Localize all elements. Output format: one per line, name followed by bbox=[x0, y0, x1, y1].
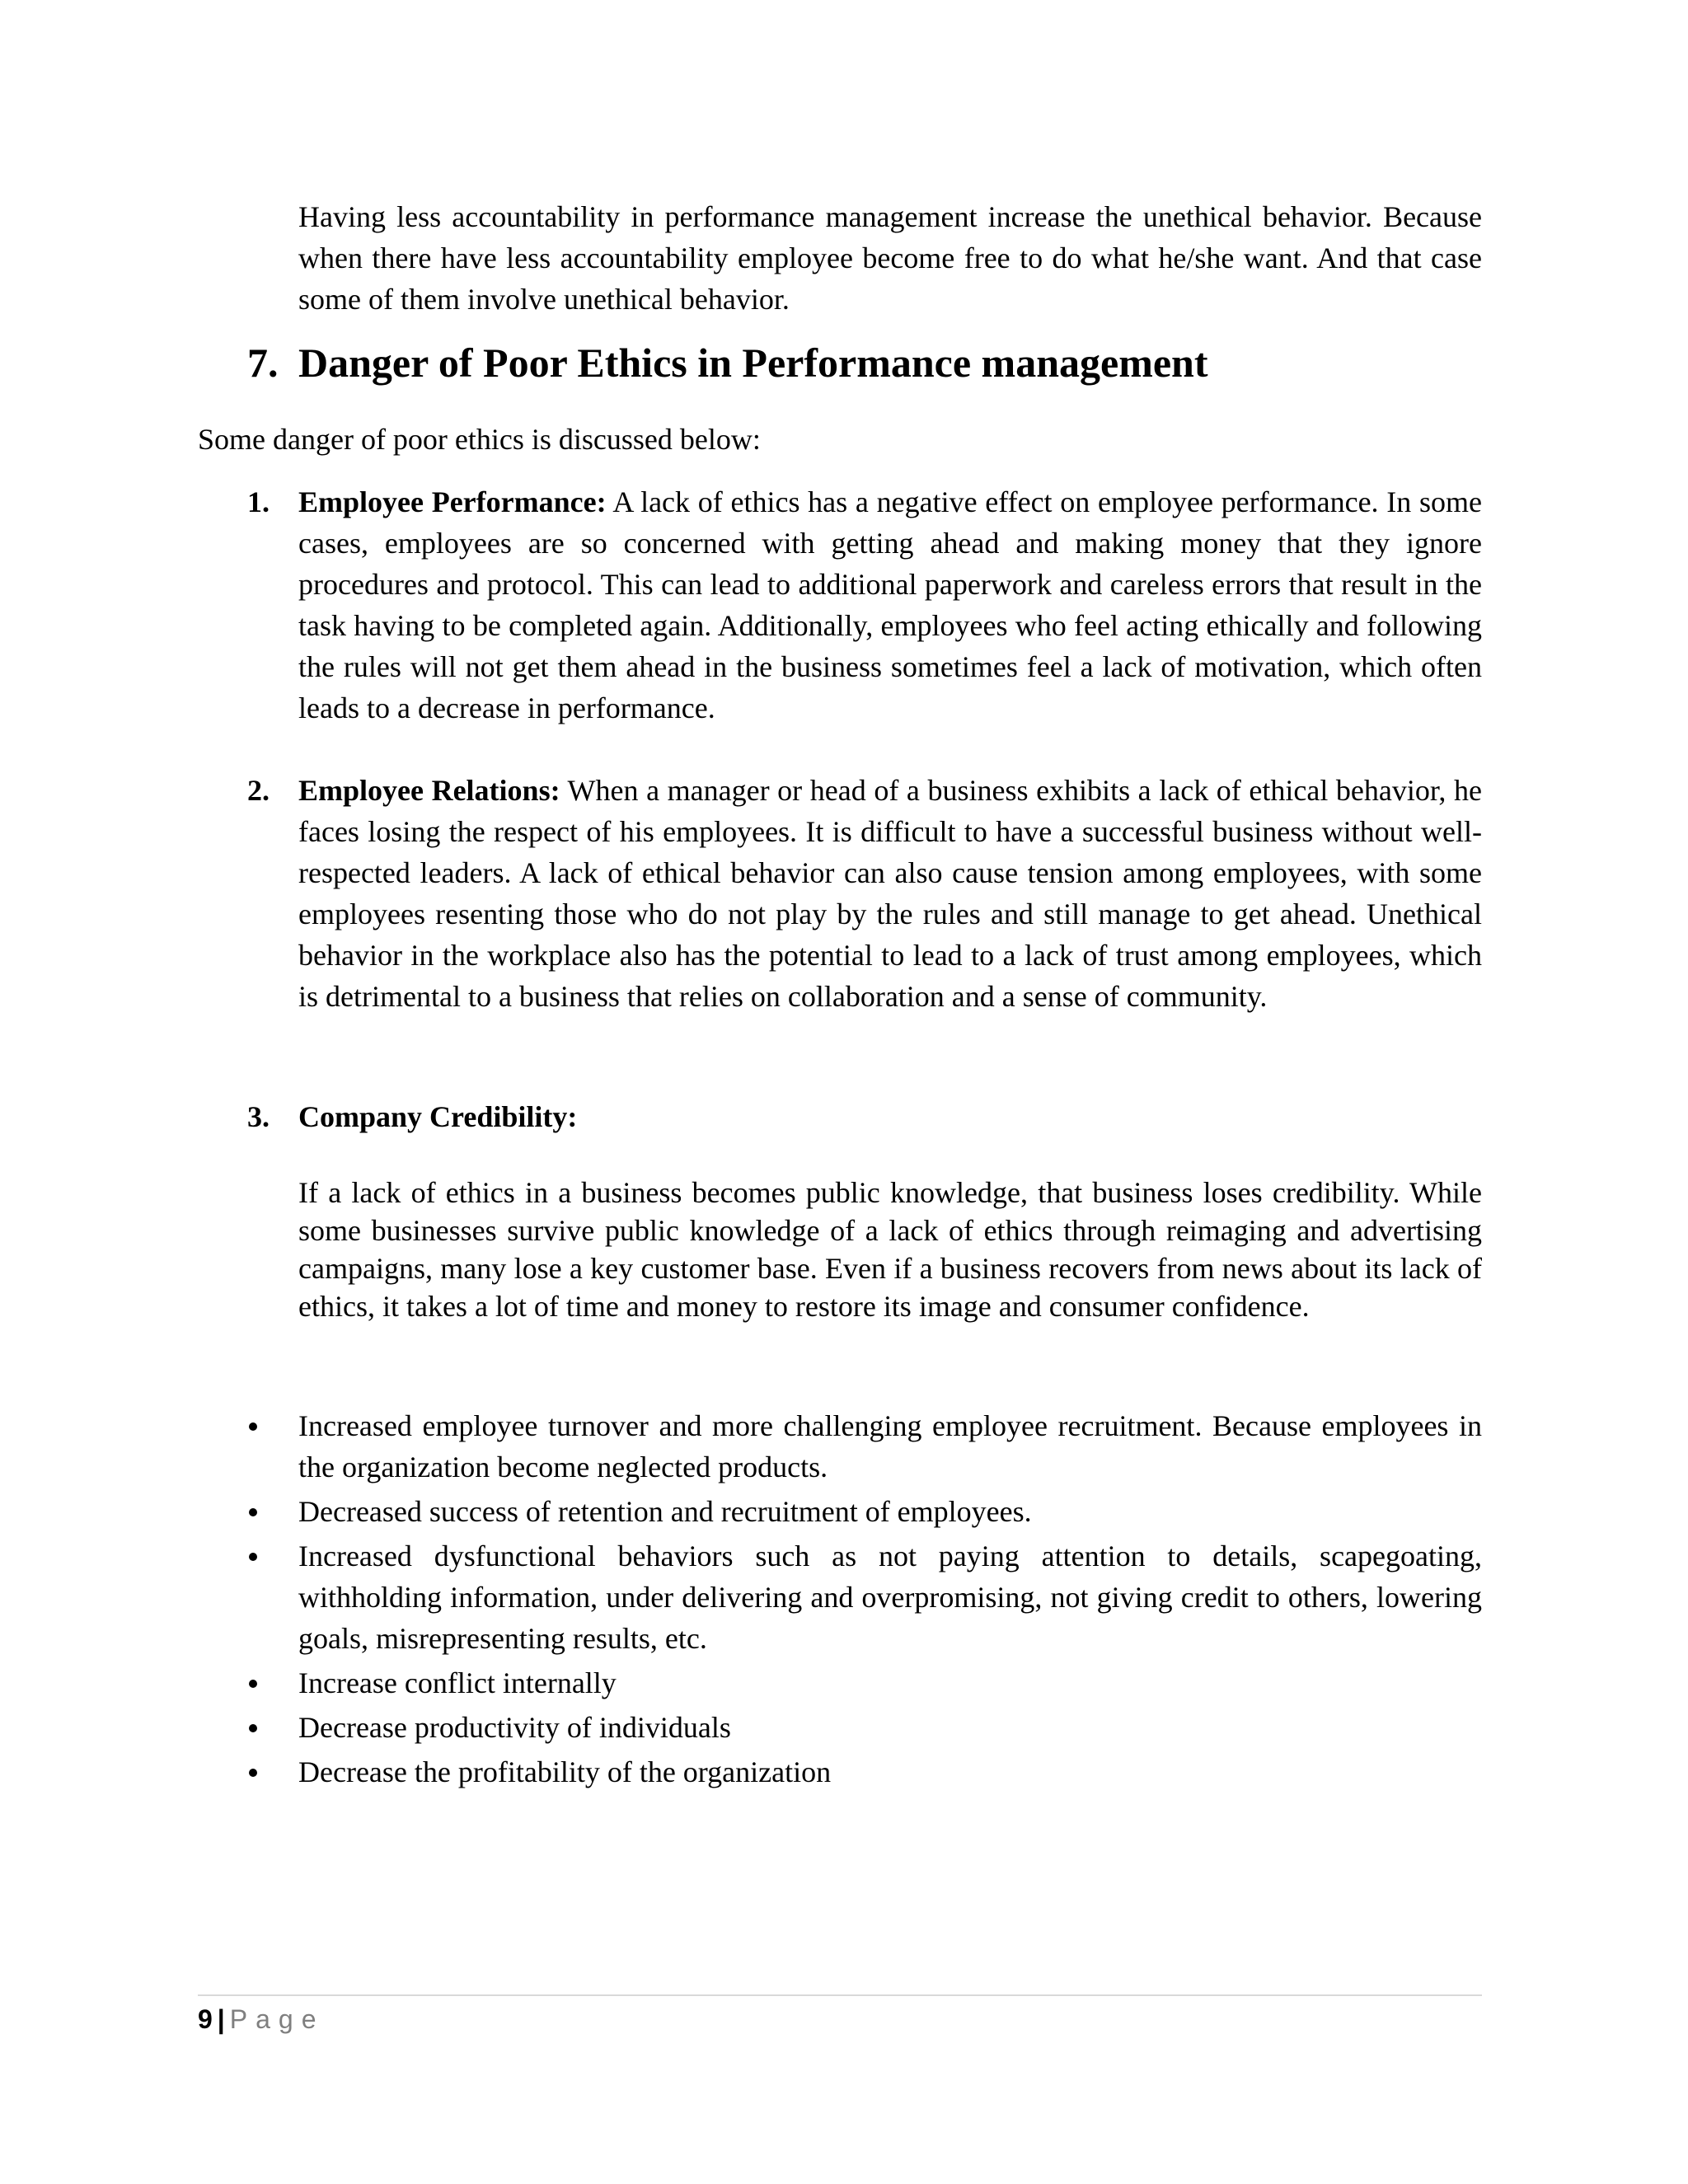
bullet-text: Decrease the profitability of the organization bbox=[298, 1755, 832, 1788]
bullet-list bbox=[247, 1405, 1482, 1796]
bullet-item bbox=[247, 1662, 1482, 1704]
bullet-icon bbox=[249, 1680, 257, 1688]
bullet-text: Decrease productivity of individuals bbox=[298, 1711, 731, 1744]
company-credibility-paragraph: If a lack of ethics in a business becomes public knowledge, that business loses credibility. While some businesses survive public knowledge of a lack of ethics through reimaging and advertising campaigns, many lose a key customer base. Even if a business recovers from news about its lack of ethics, it takes a lot of time and money to restore its image and consumer confidence. bbox=[298, 1176, 1482, 1323]
bullet-icon bbox=[249, 1769, 257, 1777]
item-title: Employee Performance: bbox=[298, 485, 607, 518]
page-footer bbox=[198, 2001, 324, 2037]
section-title: Danger of Poor Ethics in Performance management bbox=[298, 340, 1208, 386]
footer-divider bbox=[198, 1994, 1482, 1996]
item-title: Employee Relations: bbox=[298, 774, 560, 807]
bullet-item bbox=[247, 1707, 1482, 1748]
bullet-icon bbox=[249, 1553, 257, 1561]
item-number: 1. bbox=[247, 485, 270, 518]
lead-in-text: Some danger of poor ethics is discussed below: bbox=[198, 423, 761, 456]
bullet-text: Increase conflict internally bbox=[298, 1666, 617, 1699]
bullet-icon bbox=[249, 1724, 257, 1732]
bullet-item bbox=[247, 1491, 1482, 1532]
bullet-text: Increased employee turnover and more challenging employee recruitment. Because employees in the organization become neglected products. bbox=[298, 1409, 1482, 1483]
bullet-item bbox=[247, 1535, 1482, 1659]
bullet-text: Decreased success of retention and recruitment of employees. bbox=[298, 1495, 1032, 1528]
section-number: 7. bbox=[247, 340, 279, 386]
item-body bbox=[298, 1096, 1482, 1137]
page-label: Page bbox=[229, 2004, 325, 2034]
item-number: 3. bbox=[247, 1100, 270, 1133]
bullet-icon bbox=[249, 1422, 257, 1431]
intro-paragraph: Having less accountability in performance management increase the unethical behavior. Because when there have less accountability employee become free to do what he/she want. And that case some of them involve unethical behavior. bbox=[298, 200, 1482, 316]
bullet-text: Increased dysfunctional behaviors such as not paying attention to details, scapegoating, withholding information, under delivering and overpromising, not giving credit to others, lowering goals, misrepresenting results, etc. bbox=[298, 1540, 1482, 1655]
item-number: 2. bbox=[247, 774, 270, 807]
item-body bbox=[298, 770, 1482, 1017]
bullet-item bbox=[247, 1751, 1482, 1793]
bullet-item bbox=[247, 1405, 1482, 1488]
bullet-icon bbox=[249, 1508, 257, 1516]
item-body bbox=[298, 481, 1482, 729]
section-heading bbox=[247, 336, 1208, 389]
item-title: Company Credibility: bbox=[298, 1100, 578, 1133]
footer-separator: | bbox=[217, 2004, 225, 2034]
item-text: When a manager or head of a business exhibits a lack of ethical behavior, he faces losing the respect of his employees. It is difficult to have a successful business without well-respected leaders. A lack of ethical behavior can also cause tension among employees, with some employees resenting those who do not play by the rules and still manage to get ahead. Unethical behavior in the workplace also has the potential to lead to a lack of trust among employees, which is detrimental to a business that relies on collaboration and a sense of community. bbox=[298, 774, 1483, 1013]
page-number: 9 bbox=[198, 2004, 213, 2034]
item-text: A lack of ethics has a negative effect on employee performance. In some cases, employees are so concerned with getting ahead and making money that they ignore procedures and protocol. This can lead to additional paperwork and careless errors that result in the task having to be completed again. Additionally, employees who feel acting ethically and following the rules will not get them ahead in the business sometimes feel a lack of motivation, which often leads to a decrease in performance. bbox=[298, 485, 1482, 724]
